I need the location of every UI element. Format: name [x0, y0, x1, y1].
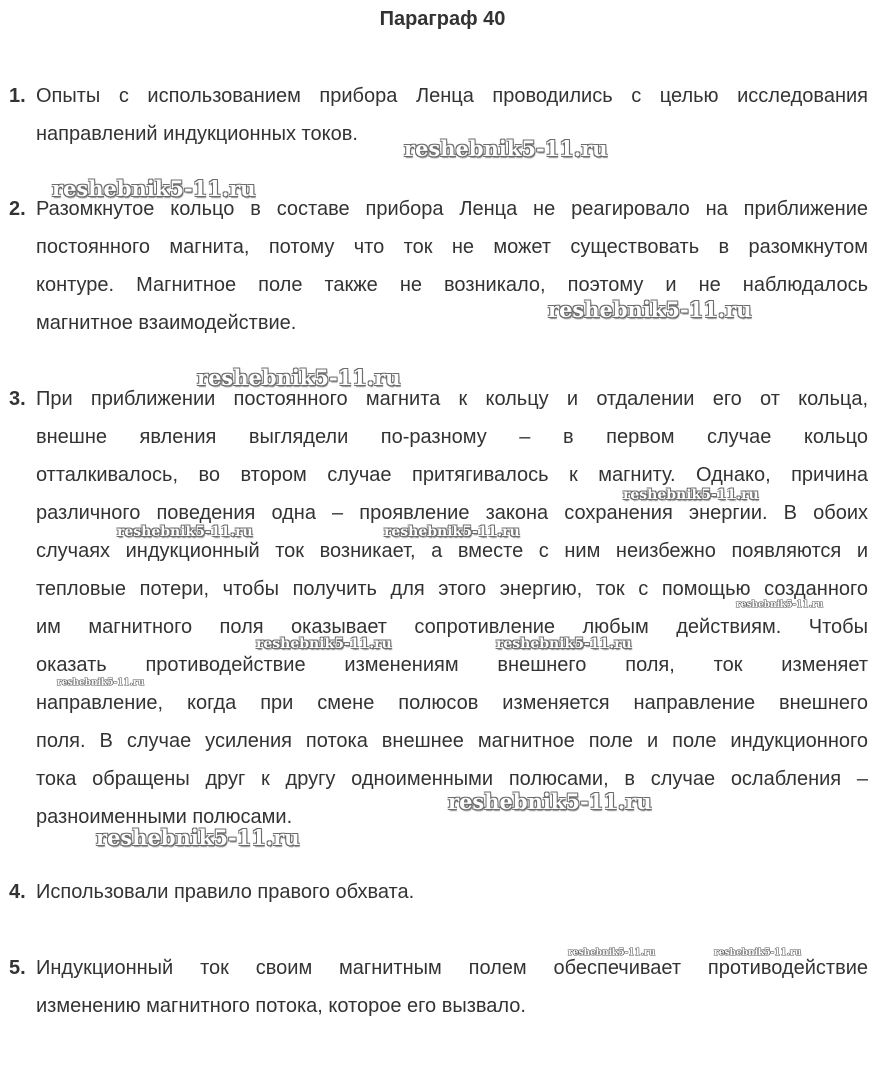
- item-line: им магнитного поля оказывает сопротивление любым действиям. Чтобы: [36, 616, 868, 638]
- item-line: Опыты с использованием прибора Ленца проводились с целью исследования: [36, 85, 868, 107]
- item-line: Разомкнутое кольцо в составе прибора Ленца не реагировало на приближение: [36, 198, 868, 220]
- item-line: направлений индукционных токов.: [36, 123, 358, 145]
- item-line: тепловые потери, чтобы получить для этого энергию, ток с помощью созданного: [36, 578, 868, 600]
- watermark: reshebnik5-11.ru: [384, 524, 520, 540]
- watermark: reshebnik5-11.ru: [714, 948, 802, 958]
- watermark: reshebnik5-11.ru: [496, 636, 632, 652]
- watermark: reshebnik5-11.ru: [117, 524, 253, 540]
- watermark: reshebnik5-11.ru: [256, 636, 392, 652]
- watermark: reshebnik5-11.ru: [568, 948, 656, 958]
- item-line: случаях индукционный ток возникает, а вместе с ним неизбежно появляются и: [36, 540, 868, 562]
- item-line: контуре. Магнитное поле также не возникало, поэтому и не наблюдалось: [36, 274, 868, 296]
- item-number: 2.: [9, 198, 26, 220]
- item-line: При приближении постоянного магнита к кольцу и отдалении его от кольца,: [36, 388, 868, 410]
- item-line: Индукционный ток своим магнитным полем обеспечивает противодействие: [36, 957, 868, 979]
- item-line: изменению магнитного потока, которое его вызвало.: [36, 995, 526, 1017]
- page-title: Параграф 40: [379, 8, 506, 30]
- watermark: reshebnik5-11.ru: [52, 176, 256, 201]
- watermark: reshebnik5-11.ru: [548, 297, 752, 322]
- watermark: reshebnik5-11.ru: [96, 825, 300, 850]
- item-line: отталкивалось, во втором случае притягивалось к магниту. Однако, причина: [36, 464, 868, 486]
- item-line: поля. В случае усиления потока внешнее магнитное поле и поле индукционного: [36, 730, 868, 752]
- watermark: reshebnik5-11.ru: [404, 136, 608, 161]
- item-line: магнитное взаимодействие.: [36, 312, 297, 334]
- item-number: 3.: [9, 388, 26, 410]
- item-line: оказать противодействие изменениям внешнего поля, ток изменяет: [36, 654, 868, 676]
- item-line: постоянного магнита, потому что ток не может существовать в разомкнутом: [36, 236, 868, 258]
- item-line: тока обращены друг к другу одноименными полюсами, в случае ослабления –: [36, 768, 868, 790]
- watermark: reshebnik5-11.ru: [448, 789, 652, 814]
- item-number: 1.: [9, 85, 26, 107]
- item-line: Использовали правило правого обхвата.: [36, 881, 415, 903]
- watermark: reshebnik5-11.ru: [57, 678, 145, 688]
- watermark: reshebnik5-11.ru: [736, 600, 824, 610]
- item-line: направление, когда при смене полюсов изменяется направление внешнего: [36, 692, 868, 714]
- item-line: внешне явления выглядели по-разному – в первом случае кольцо: [36, 426, 868, 448]
- watermark: reshebnik5-11.ru: [623, 487, 759, 503]
- item-number: 4.: [9, 881, 26, 903]
- watermark: reshebnik5-11.ru: [197, 365, 401, 390]
- item-line: различного поведения одна – проявление закона сохранения энергии. В обоих: [36, 502, 868, 524]
- item-number: 5.: [9, 957, 26, 979]
- item-line: разноименными полюсами.: [36, 806, 293, 828]
